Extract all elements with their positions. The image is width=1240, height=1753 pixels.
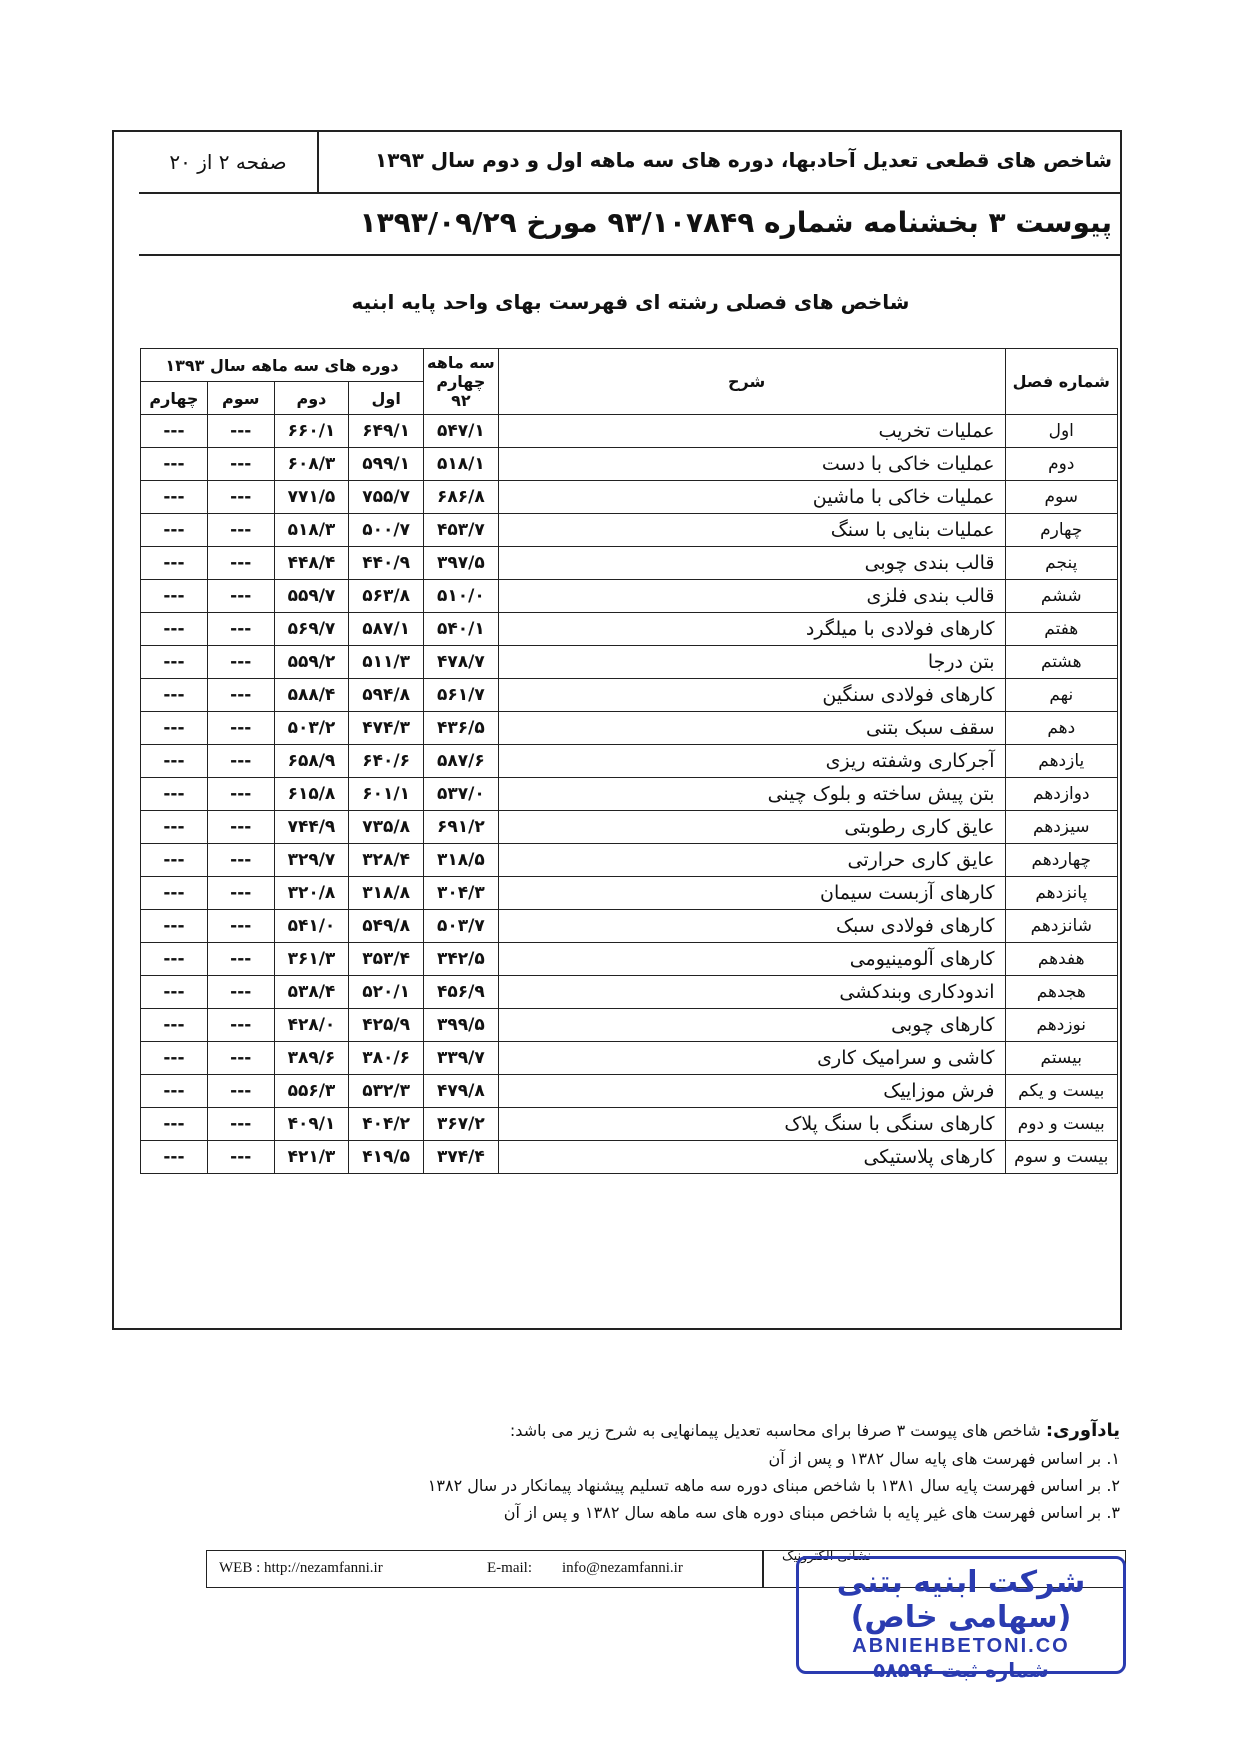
- second-quarter-cell: ۴۲۸/۰: [274, 1009, 349, 1042]
- description-cell: کارهای فولادی با میلگرد: [498, 613, 1005, 646]
- header-row: [139, 132, 1122, 194]
- second-quarter-cell: ۵۱۸/۳: [274, 514, 349, 547]
- fourth-quarter-cell: ---: [141, 679, 208, 712]
- first-quarter-cell: ۴۷۴/۳: [349, 712, 424, 745]
- fourth-quarter-cell: ---: [141, 448, 208, 481]
- chapter-cell: پانزدهم: [1005, 877, 1117, 910]
- second-quarter-cell: ۶۰۸/۳: [274, 448, 349, 481]
- q4-92-cell: ۳۴۲/۵: [424, 943, 499, 976]
- fourth-quarter-cell: ---: [141, 646, 208, 679]
- fourth-quarter-cell: ---: [141, 778, 208, 811]
- third-quarter-cell: ---: [207, 976, 274, 1009]
- chapter-cell: هشتم: [1005, 646, 1117, 679]
- first-quarter-cell: ۳۱۸/۸: [349, 877, 424, 910]
- description-cell: فرش موزاییک: [498, 1075, 1005, 1108]
- table-row: [141, 943, 1118, 976]
- q4-92-cell: ۳۳۹/۷: [424, 1042, 499, 1075]
- fourth-quarter-cell: ---: [141, 1108, 208, 1141]
- chapter-cell: نهم: [1005, 679, 1117, 712]
- third-quarter-cell: ---: [207, 910, 274, 943]
- chapter-cell: هفتم: [1005, 613, 1117, 646]
- chapter-cell: پنجم: [1005, 547, 1117, 580]
- fourth-quarter-cell: ---: [141, 1141, 208, 1174]
- q4-92-cell: ۳۶۷/۲: [424, 1108, 499, 1141]
- q4-92-cell: ۴۵۳/۷: [424, 514, 499, 547]
- chapter-cell: چهاردهم: [1005, 844, 1117, 877]
- q4-92-cell: ۵۰۳/۷: [424, 910, 499, 943]
- first-quarter-cell: ۶۰۱/۱: [349, 778, 424, 811]
- table-row: [141, 679, 1118, 712]
- second-quarter-cell: ۳۲۰/۸: [274, 877, 349, 910]
- description-cell: قالب بندی فلزی: [498, 580, 1005, 613]
- document-title: شاخص های قطعی تعدیل آحادبها، دوره های سه ماهه اول و دوم سال ۱۳۹۳: [375, 148, 1112, 172]
- chapter-cell: شانزدهم: [1005, 910, 1117, 943]
- second-quarter-cell: ۵۸۸/۴: [274, 679, 349, 712]
- second-quarter-cell: ۴۴۸/۴: [274, 547, 349, 580]
- table-row: [141, 1075, 1118, 1108]
- first-quarter-cell: ۷۳۵/۸: [349, 811, 424, 844]
- third-quarter-cell: ---: [207, 844, 274, 877]
- description-cell: کارهای فولادی سنگین: [498, 679, 1005, 712]
- third-quarter-cell: ---: [207, 778, 274, 811]
- fourth-quarter-cell: ---: [141, 811, 208, 844]
- second-quarter-cell: ۵۴۱/۰: [274, 910, 349, 943]
- header-periods-1393: دوره های سه ماهه سال ۱۳۹۳: [141, 349, 424, 382]
- email-label: E-mail:: [487, 1560, 532, 1576]
- email-link[interactable]: info@nezamfanni.ir: [562, 1560, 683, 1576]
- table-row: [141, 448, 1118, 481]
- first-quarter-cell: ۵۸۷/۱: [349, 613, 424, 646]
- company-stamp: [796, 1556, 1126, 1682]
- address-label: نشانی الکترونیک: [782, 1549, 872, 1564]
- third-quarter-cell: ---: [207, 1042, 274, 1075]
- chapter-cell: دوم: [1005, 448, 1117, 481]
- description-cell: عملیات خاکی با دست: [498, 448, 1005, 481]
- fourth-quarter-cell: ---: [141, 481, 208, 514]
- header-first: اول: [349, 382, 424, 415]
- first-quarter-cell: ۴۲۵/۹: [349, 1009, 424, 1042]
- fourth-quarter-cell: ---: [141, 877, 208, 910]
- fourth-quarter-cell: ---: [141, 745, 208, 778]
- q4-92-cell: ۵۳۷/۰: [424, 778, 499, 811]
- second-quarter-cell: ۶۶۰/۱: [274, 415, 349, 448]
- header-q4-92: سه ماهه چهارم ۹۲: [424, 349, 499, 415]
- q4-92-cell: ۶۹۱/۲: [424, 811, 499, 844]
- annex-row: [139, 194, 1122, 256]
- table-row: [141, 1042, 1118, 1075]
- fourth-quarter-cell: ---: [141, 514, 208, 547]
- table-row: [141, 712, 1118, 745]
- table-row: [141, 1141, 1118, 1174]
- q4-92-cell: ۳۷۴/۴: [424, 1141, 499, 1174]
- second-quarter-cell: ۵۶۹/۷: [274, 613, 349, 646]
- fourth-quarter-cell: ---: [141, 976, 208, 1009]
- first-quarter-cell: ۵۲۰/۱: [349, 976, 424, 1009]
- fourth-quarter-cell: ---: [141, 1042, 208, 1075]
- fourth-quarter-cell: ---: [141, 910, 208, 943]
- table-row: [141, 646, 1118, 679]
- first-quarter-cell: ۵۱۱/۳: [349, 646, 424, 679]
- description-cell: کارهای آلومینیومی: [498, 943, 1005, 976]
- description-cell: عملیات بنایی با سنگ: [498, 514, 1005, 547]
- table-row: [141, 811, 1118, 844]
- second-quarter-cell: ۵۳۸/۴: [274, 976, 349, 1009]
- q4-92-cell: ۵۱۸/۱: [424, 448, 499, 481]
- page-number: صفحه ۲ از ۲۰: [139, 132, 319, 192]
- second-quarter-cell: ۵۵۶/۳: [274, 1075, 349, 1108]
- first-quarter-cell: ۴۰۴/۲: [349, 1108, 424, 1141]
- chapter-cell: هجدهم: [1005, 976, 1117, 1009]
- fourth-quarter-cell: ---: [141, 943, 208, 976]
- q4-92-cell: ۵۱۰/۰: [424, 580, 499, 613]
- second-quarter-cell: ۵۵۹/۲: [274, 646, 349, 679]
- header-left-strip: [112, 130, 141, 256]
- q4-92-cell: ۵۴۷/۱: [424, 415, 499, 448]
- first-quarter-cell: ۵۳۲/۳: [349, 1075, 424, 1108]
- second-quarter-cell: ۷۷۱/۵: [274, 481, 349, 514]
- third-quarter-cell: ---: [207, 514, 274, 547]
- table-row: [141, 514, 1118, 547]
- chapter-cell: سوم: [1005, 481, 1117, 514]
- third-quarter-cell: ---: [207, 1009, 274, 1042]
- description-cell: کارهای فولادی سبک: [498, 910, 1005, 943]
- q4-92-cell: ۵۸۷/۶: [424, 745, 499, 778]
- first-quarter-cell: ۶۴۹/۱: [349, 415, 424, 448]
- first-quarter-cell: ۵۰۰/۷: [349, 514, 424, 547]
- description-cell: عایق کاری رطوبتی: [498, 811, 1005, 844]
- header-chapter: شماره فصل: [1005, 349, 1117, 415]
- q4-92-cell: ۴۵۶/۹: [424, 976, 499, 1009]
- table-row: [141, 415, 1118, 448]
- notes-section: [160, 1420, 1120, 1522]
- third-quarter-cell: ---: [207, 745, 274, 778]
- table-row: [141, 613, 1118, 646]
- description-cell: کارهای آزبست سیمان: [498, 877, 1005, 910]
- q4-92-cell: ۳۰۴/۳: [424, 877, 499, 910]
- chapter-cell: دوازدهم: [1005, 778, 1117, 811]
- chapter-cell: ششم: [1005, 580, 1117, 613]
- description-cell: آجرکاری وشفته ریزی: [498, 745, 1005, 778]
- note-item-2: ۲. بر اساس فهرست پایه سال ۱۳۸۱ با شاخص مبنای دوره سه ماهه تسلیم پیشنهاد پیمانکار در سال ۱۳۸۲: [427, 1476, 1120, 1495]
- first-quarter-cell: ۵۹۹/۱: [349, 448, 424, 481]
- second-quarter-cell: ۴۲۱/۳: [274, 1141, 349, 1174]
- fourth-quarter-cell: ---: [141, 844, 208, 877]
- chapter-cell: بیست و سوم: [1005, 1141, 1117, 1174]
- fourth-quarter-cell: ---: [141, 1009, 208, 1042]
- third-quarter-cell: ---: [207, 415, 274, 448]
- second-quarter-cell: ۵۵۹/۷: [274, 580, 349, 613]
- third-quarter-cell: ---: [207, 1108, 274, 1141]
- description-cell: بتن پیش ساخته و بلوک چینی: [498, 778, 1005, 811]
- stamp-company-name: شرکت ابنیه بتنی (سهامی خاص): [836, 1565, 1086, 1635]
- first-quarter-cell: ۷۵۵/۷: [349, 481, 424, 514]
- description-cell: بتن درجا: [498, 646, 1005, 679]
- second-quarter-cell: ۶۱۵/۸: [274, 778, 349, 811]
- description-cell: کارهای چوبی: [498, 1009, 1005, 1042]
- first-quarter-cell: ۴۱۹/۵: [349, 1141, 424, 1174]
- table-row: [141, 844, 1118, 877]
- table-row: [141, 547, 1118, 580]
- first-quarter-cell: ۵۹۴/۸: [349, 679, 424, 712]
- notes-intro: شاخص های پیوست ۳ صرفا برای محاسبه تعدیل پیمانهایی به شرح زیر می باشد:: [509, 1421, 1041, 1440]
- chapter-cell: بیست و یکم: [1005, 1075, 1117, 1108]
- third-quarter-cell: ---: [207, 943, 274, 976]
- second-quarter-cell: ۳۲۹/۷: [274, 844, 349, 877]
- index-table: [140, 348, 1118, 1174]
- first-quarter-cell: ۳۸۰/۶: [349, 1042, 424, 1075]
- first-quarter-cell: ۳۲۸/۴: [349, 844, 424, 877]
- second-quarter-cell: ۳۶۱/۳: [274, 943, 349, 976]
- first-quarter-cell: ۵۴۹/۸: [349, 910, 424, 943]
- chapter-cell: نوزدهم: [1005, 1009, 1117, 1042]
- description-cell: اندودکاری وبندکشی: [498, 976, 1005, 1009]
- fourth-quarter-cell: ---: [141, 1075, 208, 1108]
- third-quarter-cell: ---: [207, 1141, 274, 1174]
- third-quarter-cell: ---: [207, 448, 274, 481]
- description-cell: کارهای سنگی با سنگ پلاک: [498, 1108, 1005, 1141]
- table-row: [141, 745, 1118, 778]
- first-quarter-cell: ۴۴۰/۹: [349, 547, 424, 580]
- table-row: [141, 910, 1118, 943]
- q4-92-cell: ۴۷۸/۷: [424, 646, 499, 679]
- third-quarter-cell: ---: [207, 481, 274, 514]
- chapter-cell: هفدهم: [1005, 943, 1117, 976]
- footer-divider: [762, 1551, 764, 1587]
- description-cell: کارهای پلاستیکی: [498, 1141, 1005, 1174]
- stamp-registration: شماره ثبت ۵۸۵۹۶: [873, 1658, 1049, 1682]
- description-cell: عملیات خاکی با ماشین: [498, 481, 1005, 514]
- note-item-1: ۱. بر اساس فهرست های پایه سال ۱۳۸۲ و پس از آن: [768, 1449, 1120, 1468]
- q4-92-cell: ۳۹۹/۵: [424, 1009, 499, 1042]
- stamp-latin-name: ABNIEHBETONI.CO: [852, 1635, 1070, 1657]
- fourth-quarter-cell: ---: [141, 580, 208, 613]
- chapter-cell: اول: [1005, 415, 1117, 448]
- third-quarter-cell: ---: [207, 646, 274, 679]
- fourth-quarter-cell: ---: [141, 613, 208, 646]
- q4-92-cell: ۳۹۷/۵: [424, 547, 499, 580]
- third-quarter-cell: ---: [207, 580, 274, 613]
- note-item-3: ۳. بر اساس فهرست های غیر پایه با شاخص مبنای دوره های سه ماهه سال ۱۳۸۲ و پس از آن: [503, 1503, 1120, 1522]
- first-quarter-cell: ۵۶۳/۸: [349, 580, 424, 613]
- second-quarter-cell: ۶۵۸/۹: [274, 745, 349, 778]
- table-row: [141, 1108, 1118, 1141]
- table-body: [141, 415, 1118, 1174]
- first-quarter-cell: ۳۵۳/۴: [349, 943, 424, 976]
- third-quarter-cell: ---: [207, 679, 274, 712]
- third-quarter-cell: ---: [207, 712, 274, 745]
- chapter-cell: بیست و دوم: [1005, 1108, 1117, 1141]
- description-cell: کاشی و سرامیک کاری: [498, 1042, 1005, 1075]
- third-quarter-cell: ---: [207, 613, 274, 646]
- q4-92-cell: ۵۴۰/۱: [424, 613, 499, 646]
- second-quarter-cell: ۵۰۳/۲: [274, 712, 349, 745]
- table-row: [141, 580, 1118, 613]
- second-quarter-cell: ۴۰۹/۱: [274, 1108, 349, 1141]
- chapter-cell: یازدهم: [1005, 745, 1117, 778]
- second-quarter-cell: ۷۴۴/۹: [274, 811, 349, 844]
- third-quarter-cell: ---: [207, 811, 274, 844]
- q4-92-cell: ۳۱۸/۵: [424, 844, 499, 877]
- q4-92-cell: ۵۶۱/۷: [424, 679, 499, 712]
- header-description: شرح: [498, 349, 1005, 415]
- chapter-cell: سیزدهم: [1005, 811, 1117, 844]
- table-row: [141, 778, 1118, 811]
- header-third: سوم: [207, 382, 274, 415]
- third-quarter-cell: ---: [207, 877, 274, 910]
- chapter-cell: دهم: [1005, 712, 1117, 745]
- third-quarter-cell: ---: [207, 547, 274, 580]
- header-fourth: چهارم: [141, 382, 208, 415]
- q4-92-cell: ۴۷۹/۸: [424, 1075, 499, 1108]
- table-row: [141, 481, 1118, 514]
- description-cell: سقف سبک بتنی: [498, 712, 1005, 745]
- table-row: [141, 976, 1118, 1009]
- chapter-cell: بیستم: [1005, 1042, 1117, 1075]
- table-row: [141, 877, 1118, 910]
- fourth-quarter-cell: ---: [141, 415, 208, 448]
- description-cell: عایق کاری حرارتی: [498, 844, 1005, 877]
- table-row: [141, 1009, 1118, 1042]
- fourth-quarter-cell: ---: [141, 712, 208, 745]
- description-cell: عملیات تخریب: [498, 415, 1005, 448]
- annex-title: پیوست ۳ بخشنامه شماره ۹۳/۱۰۷۸۴۹ مورخ ۱۳۹۳/۰۹/۲۹: [359, 206, 1112, 239]
- website-link[interactable]: WEB : http://nezamfanni.ir: [219, 1560, 383, 1576]
- fourth-quarter-cell: ---: [141, 547, 208, 580]
- notes-heading: یادآوری:: [1045, 1420, 1120, 1441]
- table-subtitle: شاخص های فصلی رشته ای فهرست بهای واحد پایه ابنیه: [351, 290, 910, 314]
- chapter-cell: چهارم: [1005, 514, 1117, 547]
- third-quarter-cell: ---: [207, 1075, 274, 1108]
- q4-92-cell: ۴۳۶/۵: [424, 712, 499, 745]
- description-cell: قالب بندی چوبی: [498, 547, 1005, 580]
- header-second: دوم: [274, 382, 349, 415]
- first-quarter-cell: ۶۴۰/۶: [349, 745, 424, 778]
- second-quarter-cell: ۳۸۹/۶: [274, 1042, 349, 1075]
- q4-92-cell: ۶۸۶/۸: [424, 481, 499, 514]
